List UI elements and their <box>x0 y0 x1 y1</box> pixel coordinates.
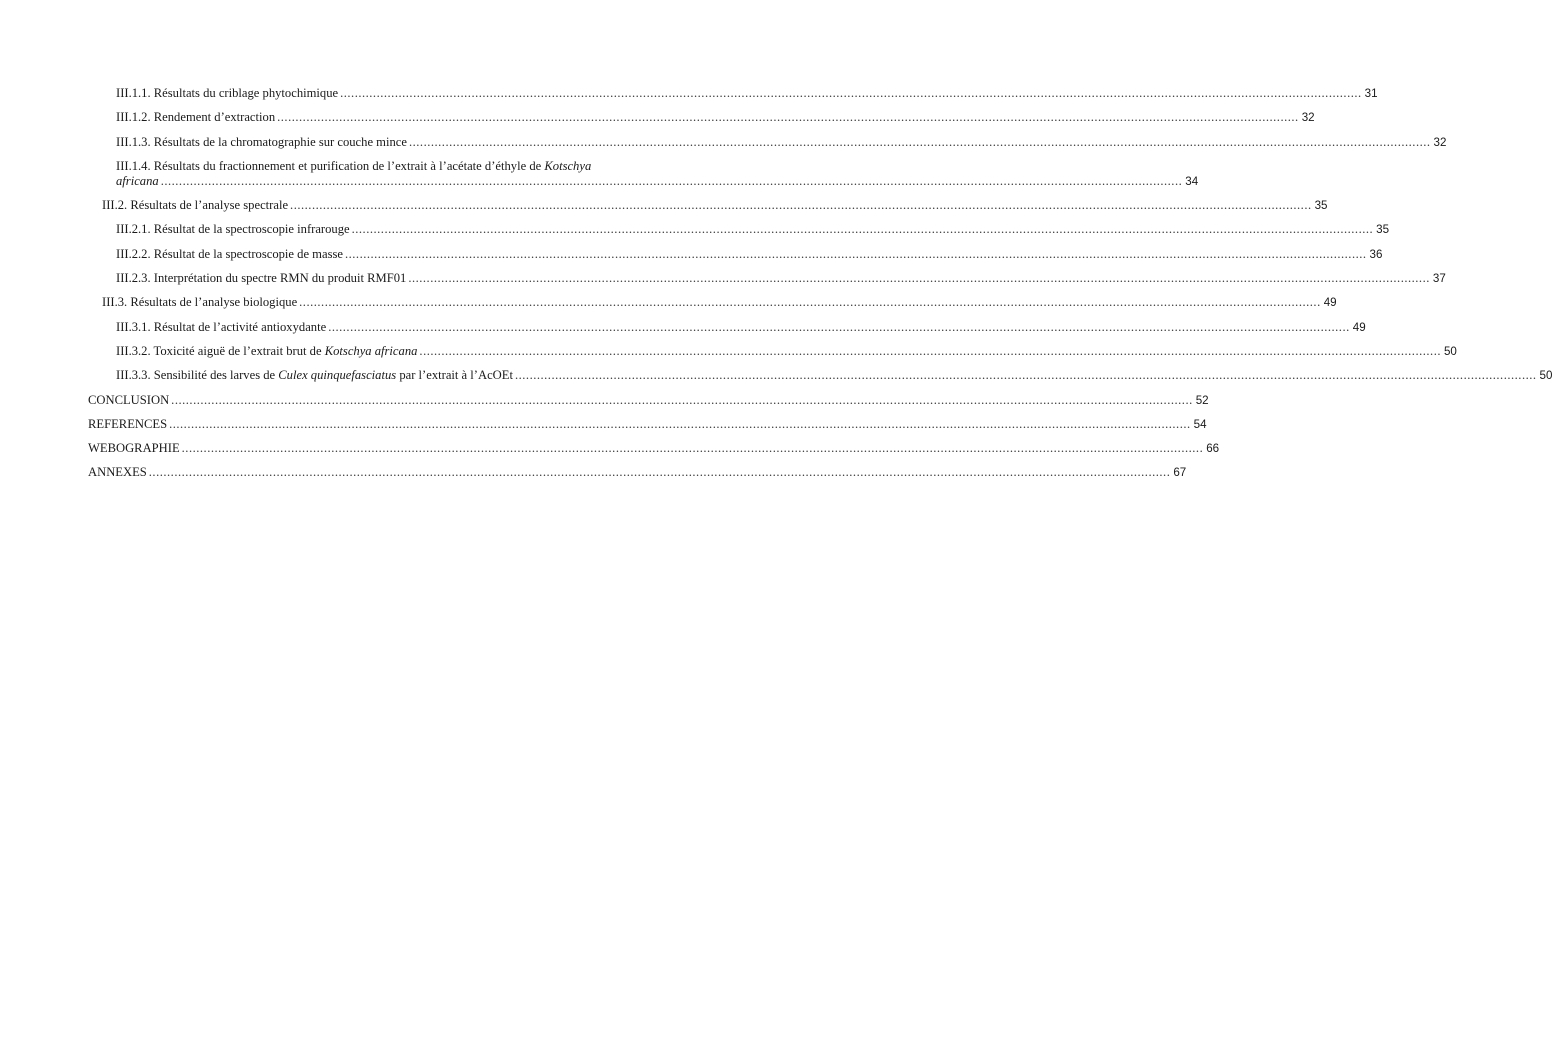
toc-entry[interactable] <box>88 368 1552 383</box>
toc-entry-title-part: III.2.1. Résultat de la spectroscopie infrarouge <box>116 222 350 237</box>
toc-entry-title-part: par l’extrait à l’AcOEt <box>396 368 513 383</box>
dot-leader <box>338 86 1365 101</box>
table-of-contents <box>88 86 1552 490</box>
toc-entry-title <box>116 110 275 125</box>
toc-entry-row <box>116 319 1366 335</box>
toc-entry[interactable] <box>88 222 1390 237</box>
toc-entry-page-number: 35 <box>1314 199 1328 213</box>
toc-entry-row <box>116 86 1378 101</box>
toc-entry-title <box>116 86 338 101</box>
dot-leader <box>167 417 1194 432</box>
toc-entry-title <box>116 135 407 150</box>
toc-entry[interactable] <box>88 158 1199 189</box>
toc-entry-row <box>116 110 1315 125</box>
toc-entry-page-number: 34 <box>1185 174 1199 188</box>
toc-entry[interactable] <box>88 110 1315 125</box>
toc-entry[interactable] <box>88 134 1447 150</box>
dot-leader <box>406 271 1433 286</box>
dot-leader <box>326 320 1353 335</box>
toc-entry[interactable] <box>88 198 1328 213</box>
toc-entry-row <box>102 295 1337 310</box>
toc-entry-title <box>88 417 167 432</box>
toc-entry-title-part: REFERENCES <box>88 416 168 431</box>
toc-entry-title <box>88 465 147 480</box>
toc-entry-title-part: III.3.2. Toxicité aiguë de l’extrait brut de <box>116 343 325 358</box>
toc-entry-title-part: III.3.3. Sensibilité des larves de <box>116 368 279 383</box>
toc-entry-row <box>116 343 1457 359</box>
toc-entry-title <box>116 271 406 286</box>
toc-entry-page-number: 54 <box>1193 417 1207 431</box>
toc-entry-page-number: 50 <box>1539 369 1552 383</box>
toc-entry-title-part: III.1.4. Résultats du fractionnement et purification de l’extrait à l’acétate d’éthyle de <box>116 158 545 173</box>
dot-leader <box>169 393 1196 408</box>
toc-entry-row <box>88 392 1209 408</box>
toc-entry-title <box>88 393 169 408</box>
toc-entry-row <box>116 368 1552 383</box>
toc-entry-row <box>102 198 1328 213</box>
toc-entry-title-part: Kotschya africana <box>324 343 418 358</box>
toc-entry-page-number: 32 <box>1433 135 1447 149</box>
toc-entry-title-part: III.3. Résultats de l’analyse biologique <box>102 295 298 310</box>
toc-entry-title-part: WEBOGRAPHIE <box>88 441 180 456</box>
toc-entry-page-number: 49 <box>1323 296 1337 310</box>
toc-entry-row <box>116 271 1446 286</box>
toc-entry-page-number: 49 <box>1352 320 1366 334</box>
toc-entry-page-number: 35 <box>1376 223 1390 237</box>
toc-entry[interactable] <box>88 416 1207 432</box>
toc-entry[interactable] <box>88 246 1383 262</box>
toc-entry-row <box>88 441 1220 456</box>
toc-entry-title <box>88 441 180 456</box>
dot-leader <box>275 110 1302 125</box>
dot-leader <box>159 174 1186 189</box>
toc-entry[interactable] <box>88 319 1366 335</box>
toc-entry-title-part: III.3.1. Résultat de l’activité antioxydante <box>116 319 327 334</box>
toc-entry-page-number: 32 <box>1301 111 1315 125</box>
toc-entry-title-part: III.1.1. Résultats du criblage phytochimique <box>116 86 339 100</box>
toc-entry-title-part: Culex quinquefasciatus <box>278 368 397 383</box>
toc-entry-row <box>88 465 1187 480</box>
toc-entry-title <box>102 295 297 310</box>
toc-entry[interactable] <box>88 465 1187 480</box>
dot-leader <box>407 135 1434 150</box>
dot-leader <box>180 441 1207 456</box>
dot-leader <box>343 247 1370 262</box>
toc-entry-title <box>116 222 350 237</box>
toc-entry-title-part: CONCLUSION <box>88 392 170 407</box>
toc-entry[interactable] <box>88 343 1457 359</box>
toc-entry-row <box>116 173 1199 189</box>
dot-leader <box>350 222 1377 237</box>
toc-entry-row <box>88 416 1207 432</box>
toc-entry-page-number: 36 <box>1369 247 1383 261</box>
toc-entry-page-number: 50 <box>1443 344 1457 358</box>
toc-entry-page-number: 52 <box>1195 393 1209 407</box>
toc-entry[interactable] <box>88 295 1337 310</box>
toc-entry-title <box>116 247 343 262</box>
toc-entry-title-part: Kotschya <box>544 158 592 173</box>
toc-entry-row <box>116 222 1390 237</box>
toc-entry-title-part: ANNEXES <box>88 465 147 480</box>
toc-entry[interactable] <box>88 86 1378 101</box>
toc-entry[interactable] <box>88 392 1209 408</box>
toc-entry[interactable] <box>88 271 1446 286</box>
toc-entry-page-number: 31 <box>1364 87 1378 100</box>
toc-entry-title <box>116 320 326 335</box>
dot-leader <box>147 465 1174 480</box>
toc-entry[interactable] <box>88 441 1220 456</box>
dot-leader <box>288 198 1315 213</box>
dot-leader <box>297 295 1324 310</box>
toc-entry-title-part: III.2.2. Résultat de la spectroscopie de masse <box>116 246 343 261</box>
toc-entry-title-part: III.1.2. Rendement d’extraction <box>116 110 276 125</box>
toc-entry-page-number: 37 <box>1432 272 1446 286</box>
toc-entry-page-number: 67 <box>1173 466 1187 480</box>
toc-entry-title-part: III.2. Résultats de l’analyse spectrale <box>102 198 289 213</box>
toc-entry-title-part: africana <box>116 173 159 188</box>
toc-entry-title <box>116 368 513 383</box>
toc-entry-title-part: III.2.3. Interprétation du spectre RMN du produit RMF01 <box>116 271 407 286</box>
toc-entry-page-number: 66 <box>1206 442 1220 456</box>
toc-entry-title-line <box>116 159 656 174</box>
toc-entry-row <box>116 246 1383 262</box>
dot-leader <box>417 344 1444 359</box>
toc-entry-title <box>102 198 288 213</box>
dot-leader <box>513 368 1540 383</box>
toc-entry-title <box>116 174 159 189</box>
toc-entry-title <box>116 344 417 359</box>
toc-entry-row <box>116 134 1447 150</box>
toc-entry-title-part: III.1.3. Résultats de la chromatographie sur couche mince <box>116 134 407 149</box>
